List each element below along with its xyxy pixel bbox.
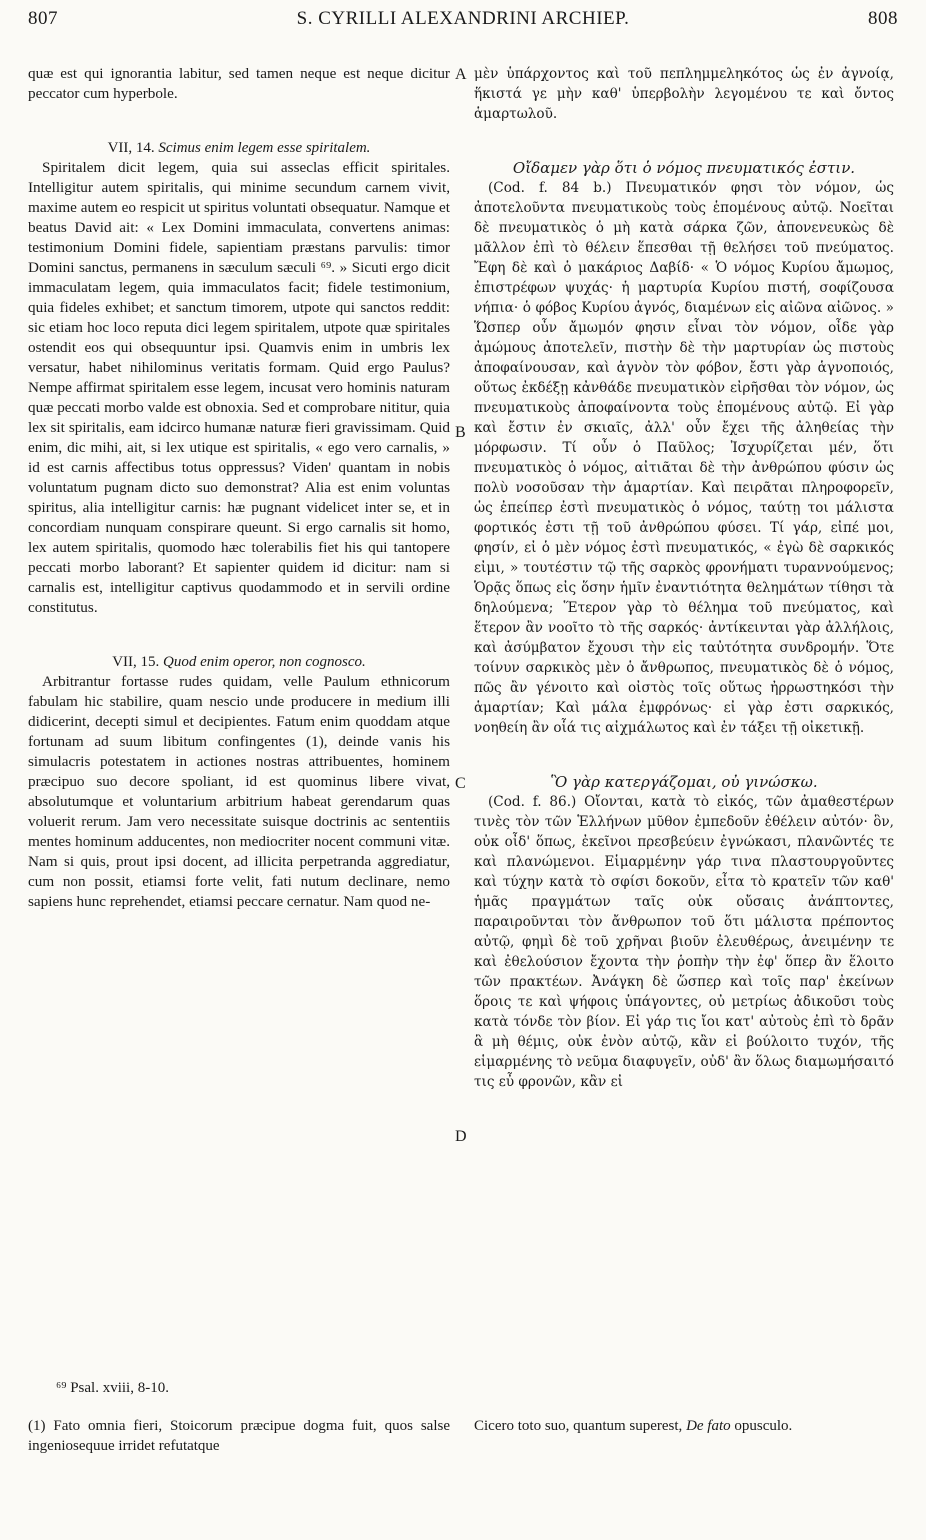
latin-heading-7-14: [28, 138, 450, 158]
greek-intro: μὲν ὑπάρχοντος καὶ τοῦ πεπλημμεληκότος ὡς ἐν ἀγνοίᾳ, ἥκιστά γε μὴν καθ' ὑπερβολὴν λεγομένου τε καὶ ὄντος ἁμαρτωλοῦ.: [474, 66, 894, 122]
margin-letter-d: D: [455, 1128, 467, 1145]
greek-commentary-7-14: (Cod. f. 84 b.) Πνευματικόν φησι τὸν νόμον, ὡς ἀποτελοῦντα πνευματικοὺς τοὺς ἑπομένους αὐτῷ. Νοεῖται δὲ πνευματικὸς ὁ μὴ κατὰ σάρκα ζῶν, ἀπονενευκὼς δὲ μᾶλλον ἐπὶ τὸ θέλειν ἕπεσθαι τῇ θελήσει τοῦ πνεύματος. Ἔφη δὲ καὶ ὁ μακάριος Δαβίδ· « Ὁ νόμος Κυρίου ἄμωμος, ἐπιστρέφων ψυχάς· ἡ μαρτυρία Κυρίου πιστή, σοφίζουσα νήπια· ὁ φόβος Κυρίου ἁγνός, διαμένων εἰς αἰῶνα αἰῶνος. » Ὥσπερ οὖν ἄμωμόν φησιν εἶναι τὸν νόμον, οἶδε γὰρ ἀμώμους ἀποτελεῖν, πιστὴν δὲ τὴν μαρτυρίαν ὡς πιστοὺς ἀποφαίνουσαν, καὶ ἁγνὸν τὸν φόβον, ἔστι γὰρ ἁγνοποιός, οὕτως ἐκδέξῃ κἀνθάδε πνευματικὸν εἰρῆσθαι τὸν νόμον, ὡς πνευματικοὺς ἀποφαίνοντα τοὺς ἑπομένους αὐτῷ. Εἰ γὰρ καὶ ἔστιν ἐν σκιαῖς, ἀλλ' οὖν ἔχει τῆς ἀληθείας τὴν μόρφωσιν. Τί οὖν ὁ Παῦλος; Ἰσχυρίζεται μέν, ὅτι πνευματικὸς ὁ νόμος, αἰτιᾶται δὲ τὴν ἀνθρώπου φύσιν ὡς πολὺ νοσοῦσαν τὴν ἁμαρτίαν. Καὶ πειρᾶται πληροφορεῖν, ὡς ἐπείπερ ἐστὶ πνευματικὸς ὁ νόμος, ταύτῃ τοι μάλιστα φορτικός ἐστι τῇ τοῦ ἀνθρώπου φύσει. Τί γάρ, εἰπέ μοι, φησίν, εἰ ὁ μὲν νόμος ἐστὶ πνευματικός, « ἐγὼ δὲ σαρκικός εἰμι, » τουτέστιν τῷ τῆς σαρκὸς φρονήματι τυραννούμενος; Ὁρᾷς ὅπως εἰς ὅσην ἡμῖν ἐναντιότητα θελημάτων τίθησι τὰ δηλούμενα; Ἕτερον γὰρ τὸ θέλημα τοῦ πνεύματος, καὶ ἕτερον ἂν νοοῖτο τὸ τῆς σαρκός· ἀντίκεινται γὰρ ἀλλήλοις, καὶ ἀσύμβατον ἔχουσι τὴν εἰς ταὐτότητα συνδρομήν. Ὅτε τοίνυν σαρκικὸς μὲν ὁ ἄνθρωπος, πνευματικὸς δὲ ὁ νόμος, πῶς ἂν γένοιτο καὶ οἰστὸς τοῖς οὕτως ἠρρωστηκόσι τὴν ἁμαρτίαν; Καὶ μάλα ἐμφρόνως· εἰ γὰρ ἐστι σαρκικός, νοηθείη ἂν οἷά τις αἰχμάλωτος καὶ ἐν τάξει τῇ οἰκετικῇ.: [474, 180, 894, 736]
footnote-1-work-title: De fato: [686, 1418, 731, 1434]
page-header: [28, 8, 898, 34]
footnote-1-right: [474, 1416, 894, 1436]
latin-heading-number: VII, 14.: [107, 140, 155, 156]
running-title: S. CYRILLI ALEXANDRINI ARCHIEP.: [296, 8, 630, 29]
footnote-1-right-text: Cicero toto suo, quantum superest,: [474, 1418, 683, 1434]
latin-column: [28, 64, 450, 912]
margin-letter-c: C: [455, 775, 466, 792]
latin-heading-number: VII, 15.: [112, 654, 160, 670]
greek-heading-7-15: Ὃ γὰρ κατεργάζομαι, οὐ γινώσκω.: [550, 773, 818, 791]
latin-heading-lemma: Scimus enim legem esse spiritalem.: [158, 140, 371, 156]
margin-letter-a: A: [455, 66, 467, 83]
margin-letter-b: B: [455, 424, 466, 441]
greek-commentary-7-15: (Cod. f. 86.) Οἴονται, κατὰ τὸ εἰκός, τῶν ἀμαθεστέρων τινὲς τὸν τῶν Ἑλλήνων μῦθον ἐμπεδοῦν ἐθέλειν αὐτόν· ὃν, οὐκ οἶδ' ὅπως, ἐκεῖνοι πρεσβεύειν ἐγνώκασι, πλανῶντές τε καὶ πλανώμενοι. Εἱμαρμένην γάρ τινα πλαστουργοῦντες καὶ τύχην κατὰ τὸ σφίσι δοκοῦν, εἶτα τὸ κρατεῖν τῶν καθ' ἡμᾶς πραγμάτων ταῖς οὐκ οὔσαις ἀνάπτοντες, παραιροῦνται τὸν ἄνθρωπον τοῦ ὅτι μάλιστα πρέποντος αὐτῷ, φημὶ δὲ τοῦ χρῆναι βιοῦν ἐλευθέρως, ἀνειμένην τε καὶ ἐθελούσιον ἔχοντα τὴν ῥοπὴν τὴν ἐφ' ὅπερ ἂν ἕλοιτο τῶν πρακτέων. Ἀνάγκη δὲ ὥσπερ καὶ τοῖς παρ' ἐκείνων ὅροις τε καὶ ψήφοις ὑπάγοντες, οὐ μετρίως ἀδικοῦσι τοὺς κατὰ τόνδε τὸν βίον. Εἰ γάρ τις ἴοι κατ' αὐτοὺς ἐπὶ τὸ δρᾶν ἃ μὴ θέμις, οὐκ ἐνὸν αὐτῷ, κἂν εἰ βούλοιτο τυχόν, τῆς εἱμαρμένης τὸ νεῦμα διαφυγεῖν, οὐδ' ἂν ὅλως διαμωμήσαιτό τις εὖ φρονῶν, κἂν εἰ: [474, 794, 894, 1090]
footnotes: [28, 1378, 894, 1460]
latin-heading-7-15: [28, 652, 450, 672]
footnote-1-left: (1) Fato omnia fieri, Stoicorum præcipue dogma fuit, quos salse ingeniosequue irridet refutatque: [28, 1418, 450, 1454]
greek-heading-7-14: Οἴδαμεν γὰρ ὅτι ὁ νόμος πνευματικός ἐστιν.: [512, 159, 856, 177]
latin-heading-lemma: Quod enim operor, non cognosco.: [163, 654, 366, 670]
footnote-1-right-end: opusculo.: [734, 1418, 793, 1434]
left-page-number: 807: [28, 8, 58, 29]
footnote-1: [28, 1416, 894, 1460]
footnote-69: ⁶⁹ Psal. xviii, 8-10.: [56, 1380, 169, 1396]
latin-commentary-7-14: Spiritalem dicit legem, quia sui asseclas efficit spiritales. Intelligitur autem spiritalis, qui minime secundum carnem vivit, maxime autem eo respicit ut spiritus voluntati obsequatur. Namque et beatus David ait: « Lex Domini immaculata, convertens animas: testimonium Domini fidele, sapientiam præstans parvulis: timor Domini sanctus, permanens in sæculum sæculi ⁶⁹. » Sicuti ergo dicit immaculatam legem, quia immaculatos facit; fidele testimonium, quia fideles exhibet; et sanctum timorem, utpote qui sanctos reddit: sic etiam hoc loco reputa dici legem spiritalem, utpote quæ spiritales ostendit eos qui obsequuntur ipsi. Quamvis enim in umbris lex versatur, habet nihilominus veritatis formam. Quid ergo Paulus? Nempe affirmat spiritalem esse legem, incusat vero hominis naturam quæ peccati morbo valde est obnoxia. Sed et comprobare nititur, quia lex sit spiritalis, eam idcirco humanæ naturæ fieri gravissimam. Quid enim, dic mihi, ait, si lex utique est spiritalis, « ego vero carnalis, » id est carnis affectibus totus oppressus? Viden' quantam in nobis voluntatum pugnam dicto suo demonstrat? Alia est enim voluntas spiritus, alia intelligitur carnis: hæ pugnant videlicet inter se, et in concordiam nunquam conspirare queunt. Si ergo carnalis sit homo, lex autem spiritalis, quomodo hæc tolerabilis fiet his qui tantopere peccati morbo laborant? Et sapienter quidem id dicitur: nam si carnalis est, intelligitur captivus quodammodo et in servili ordine constitutus.: [28, 159, 450, 616]
greek-column: [474, 64, 894, 1092]
right-page-number: 808: [868, 8, 898, 29]
latin-commentary-7-15: Arbitrantur fortasse rudes quidam, velle Paulum ethnicorum fabulam hic stabilire, quam nescio unde producere in medium illi didicerint, decepti simul et decipientes. Fatum enim quoddam atque fortunam ad suum libitum confingentes (1), deinde vanis his simulacris potestatem in actiones nostras attribuentes, hominem præcipuo suo decore spoliant, id est quominus libere vivat, absolutumque et voluntarium arbitrium habeat gerendarum quas voluerit rerum. Jam vero necessitate suisque doctrinis ac sententiis mentes hominum adducentes, non mediocriter nocent communi vitæ. Nam si quis, prout ipsi docent, ad illicita perpetranda aggrediatur, cum non possit, etiamsi forte velit, fati nutum declinare, nemo sapiens hunc reprehendet, etiamsi peccare cernatur. Nam quod ne-: [28, 673, 450, 910]
latin-intro: quæ est qui ignorantia labitur, sed tamen neque est neque dicitur peccator cum hyperbole.: [28, 65, 450, 102]
